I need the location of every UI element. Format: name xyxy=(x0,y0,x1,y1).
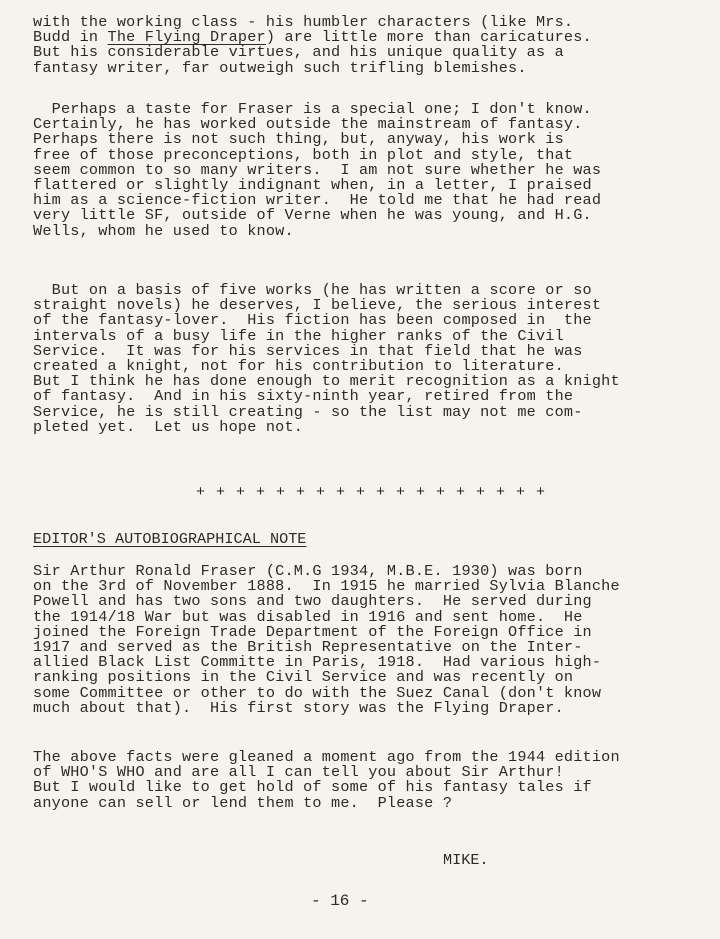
text-line: of the fantasy-lover. His fiction has been composed in the xyxy=(33,311,592,330)
text-line: allied Black List Committe in Paris, 1918. Had various high- xyxy=(33,653,602,672)
text-line: Sir Arthur Ronald Fraser (C.M.G 1934, M.B.E. 1930) was born xyxy=(33,562,583,580)
text-line: with the working class - his humbler characters (like Mrs. xyxy=(33,13,574,31)
paragraph-3 xyxy=(33,283,698,435)
text-line: much about that). His first story was the Flying Draper. xyxy=(33,698,564,717)
text-line: But on a basis of five works (he has written a score or so xyxy=(33,281,592,299)
text-line: of fantasy. And in his sixty-ninth year, retired from the xyxy=(33,387,574,406)
text-line: the 1914/18 War but was disabled in 1916 and sent home. He xyxy=(33,607,583,626)
text-line: anyone can sell or lend them to me. Please ? xyxy=(33,793,453,812)
text-line: Perhaps there is not such thing, but, anyway, his work is xyxy=(33,130,564,149)
paragraph-4 xyxy=(33,564,698,716)
paragraph-1 xyxy=(33,15,698,76)
text-line: Powell and has two sons and two daughters. He served during xyxy=(33,592,592,611)
text-line: pleted yet. Let us hope not. xyxy=(33,417,304,436)
book-title: The Flying Draper xyxy=(107,28,266,47)
section-heading: EDITOR'S AUTOBIOGRAPHICAL NOTE xyxy=(33,530,307,548)
text-line: of WHO'S WHO and are all I can tell you about Sir Arthur! xyxy=(33,763,564,782)
text-line: Service. It was for his services in that field that he was xyxy=(33,341,583,360)
text-line: some Committee or other to do with the Suez Canal (don't know xyxy=(33,683,602,702)
text-line: The above facts were gleaned a moment ago from the 1944 edition xyxy=(33,748,620,766)
text-line: intervals of a busy life in the higher ranks of the Civil xyxy=(33,326,564,345)
text-line: flattered or slightly indignant when, in a letter, I praised xyxy=(33,175,592,194)
text-line: free of those preconceptions, both in plot and style, that xyxy=(33,145,574,164)
text-line: But I think he has done enough to merit recognition as a knight xyxy=(33,372,620,391)
text-line: Perhaps a taste for Fraser is a special one; I don't know. xyxy=(33,100,592,118)
text-line: Certainly, he has worked outside the mainstream of fantasy. xyxy=(33,115,583,134)
text-line: joined the Foreign Trade Department of the Foreign Office in xyxy=(33,622,592,641)
text-line: fantasy writer, far outweigh such trifling blemishes. xyxy=(33,58,527,77)
text-line: on the 3rd of November 1888. In 1915 he married Sylvia Blanche xyxy=(33,577,620,596)
editor-signature: MIKE. xyxy=(443,851,489,869)
text-line: him as a science-fiction writer. He told me that he had read xyxy=(33,191,602,210)
text-line: Wells, whom he used to know. xyxy=(33,221,294,240)
text-line: very little SF, outside of Verne when he was young, and H.G. xyxy=(33,206,592,225)
text-line: Service, he is still creating - so the list may not me com- xyxy=(33,402,583,421)
section-divider: + + + + + + + + + + + + + + + + + + xyxy=(196,484,547,501)
text-fragment: Budd in xyxy=(33,28,108,47)
text-line: ranking positions in the Civil Service and was recently on xyxy=(33,668,574,687)
paragraph-2 xyxy=(33,102,698,239)
text-line: created a knight, not for his contribution to literature. xyxy=(33,356,564,375)
text-fragment: ) are little more than caricatures. xyxy=(265,28,592,47)
text-line: seem common to so many writers. I am not sure whether he was xyxy=(33,160,602,179)
text-line: straight novels) he deserves, I believe, the serious interest xyxy=(33,296,602,315)
paragraph-5 xyxy=(33,750,698,811)
text-line: But his considerable virtues, and his unique quality as a xyxy=(33,43,564,62)
page-number: - 16 - xyxy=(311,892,369,910)
text-line: 1917 and served as the British Representative on the Inter- xyxy=(33,637,583,656)
text-line: But I would like to get hold of some of his fantasy tales if xyxy=(33,778,592,797)
